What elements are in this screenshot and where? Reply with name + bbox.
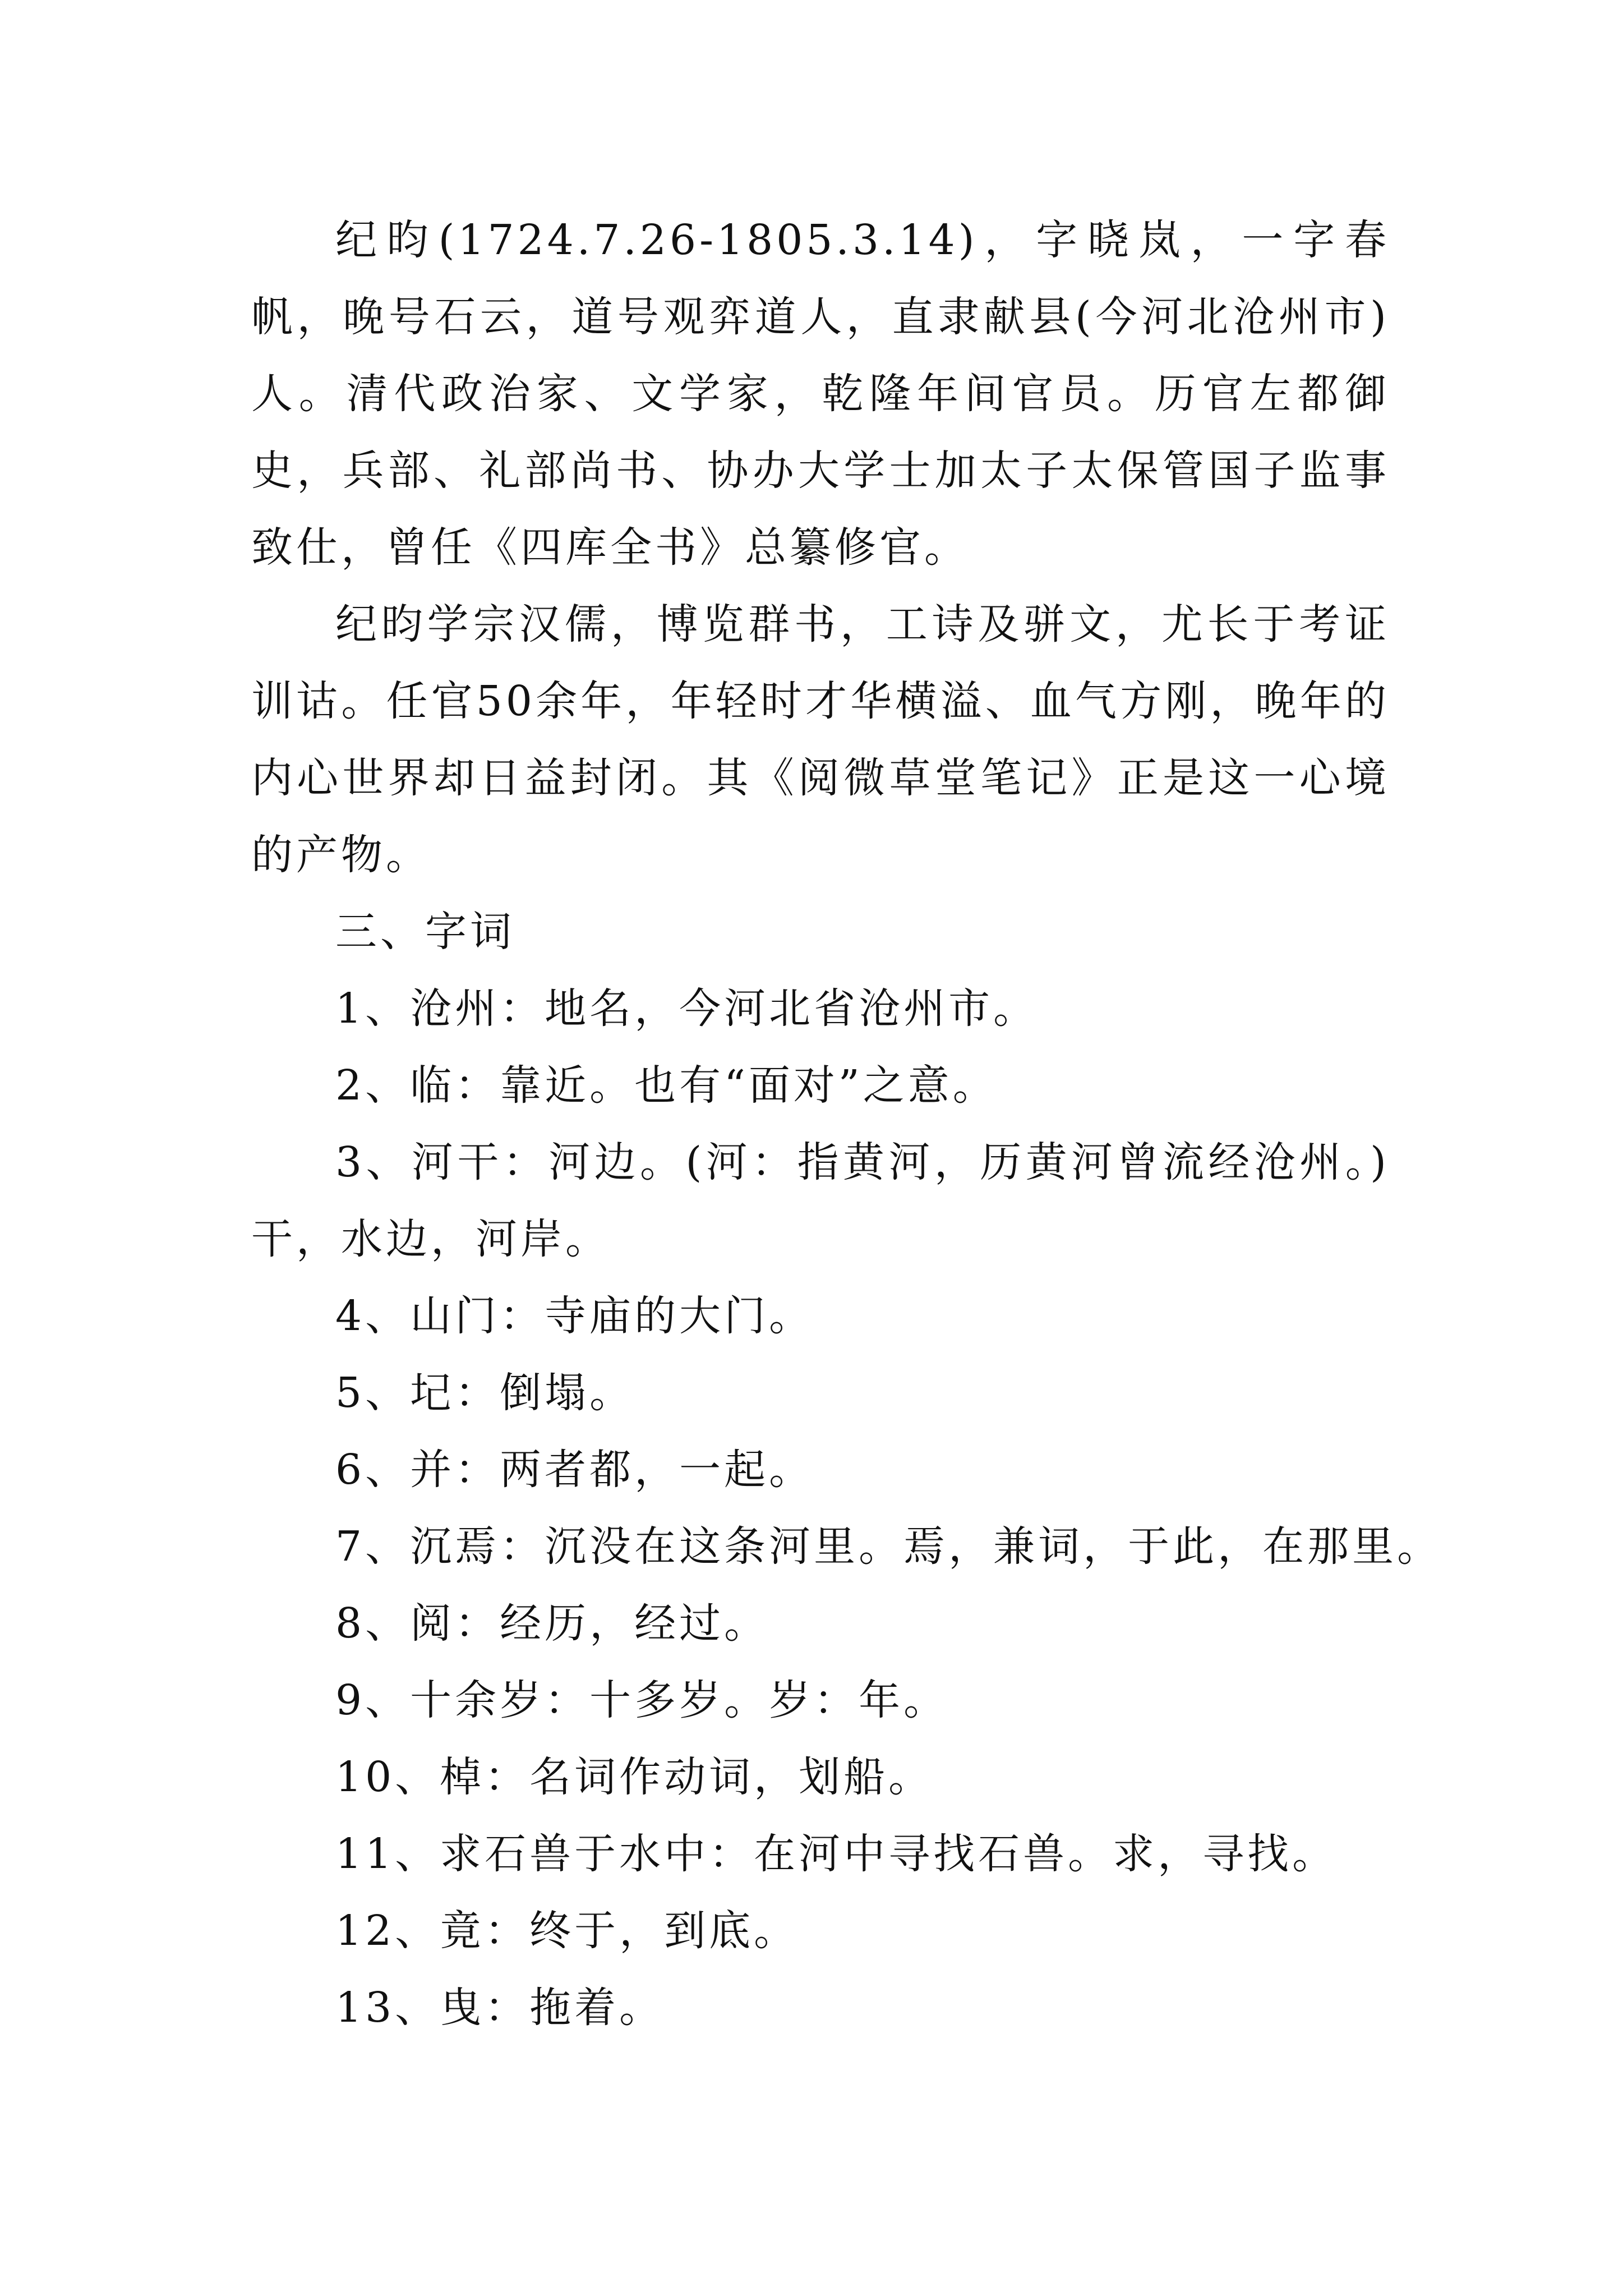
vocab-item: 13、曳：拖着。: [335, 1984, 665, 2032]
section-heading: 三、字词: [335, 908, 515, 956]
vocab-item: 2、临：靠近。也有“面对”之意。: [335, 1061, 998, 1110]
biography-paragraph: 纪昀(1724.7.26-1805.3.14)，字晓岚，一字春帆，晚号石云，道号观弈道人，直隶献县(今河北沧州市)人。清代政治家、文学家，乾隆年间官员。历官左都御史，兵部、礼部尚书、协办大学士加太子太保管国子监事致仕，曾任《四库全书》总纂修官。: [251, 216, 1390, 572]
vocab-item: 9、十余岁：十多岁。岁：年。: [335, 1676, 949, 1724]
vocab-item: 5、圮：倒塌。: [335, 1369, 635, 1417]
vocab-item: 1、沧州：地名，今河北省沧州市。: [335, 984, 1039, 1033]
vocab-item: 7、沉焉：沉没在这条河里。焉，兼词，于此，在那里。: [335, 1522, 1442, 1571]
scholarship-paragraph: 纪昀学宗汉儒，博览群书，工诗及骈文，尤长于考证训诂。任官50余年，年轻时才华横溢、血气方刚，晚年的内心世界却日益封闭。其《阅微草堂笔记》正是这一心境的产物。: [251, 600, 1390, 879]
vocab-item: 11、求石兽于水中：在河中寻找石兽。求，寻找。: [335, 1830, 1338, 1878]
vocab-item: 3、河干：河边。(河：指黄河，历黄河曾流经沧州。)干，水边，河岸。: [251, 1138, 1390, 1263]
vocab-item: 4、山门：寺庙的大门。: [335, 1292, 814, 1340]
vocab-item: 10、棹：名词作动词，划船。: [335, 1753, 934, 1801]
document-body: [251, 202, 1442, 2046]
vocab-item: 8、阅：经历，经过。: [335, 1599, 769, 1648]
vocab-item: 6、并：两者都，一起。: [335, 1446, 814, 1494]
vocab-item: 12、竟：终于，到底。: [335, 1907, 799, 1955]
